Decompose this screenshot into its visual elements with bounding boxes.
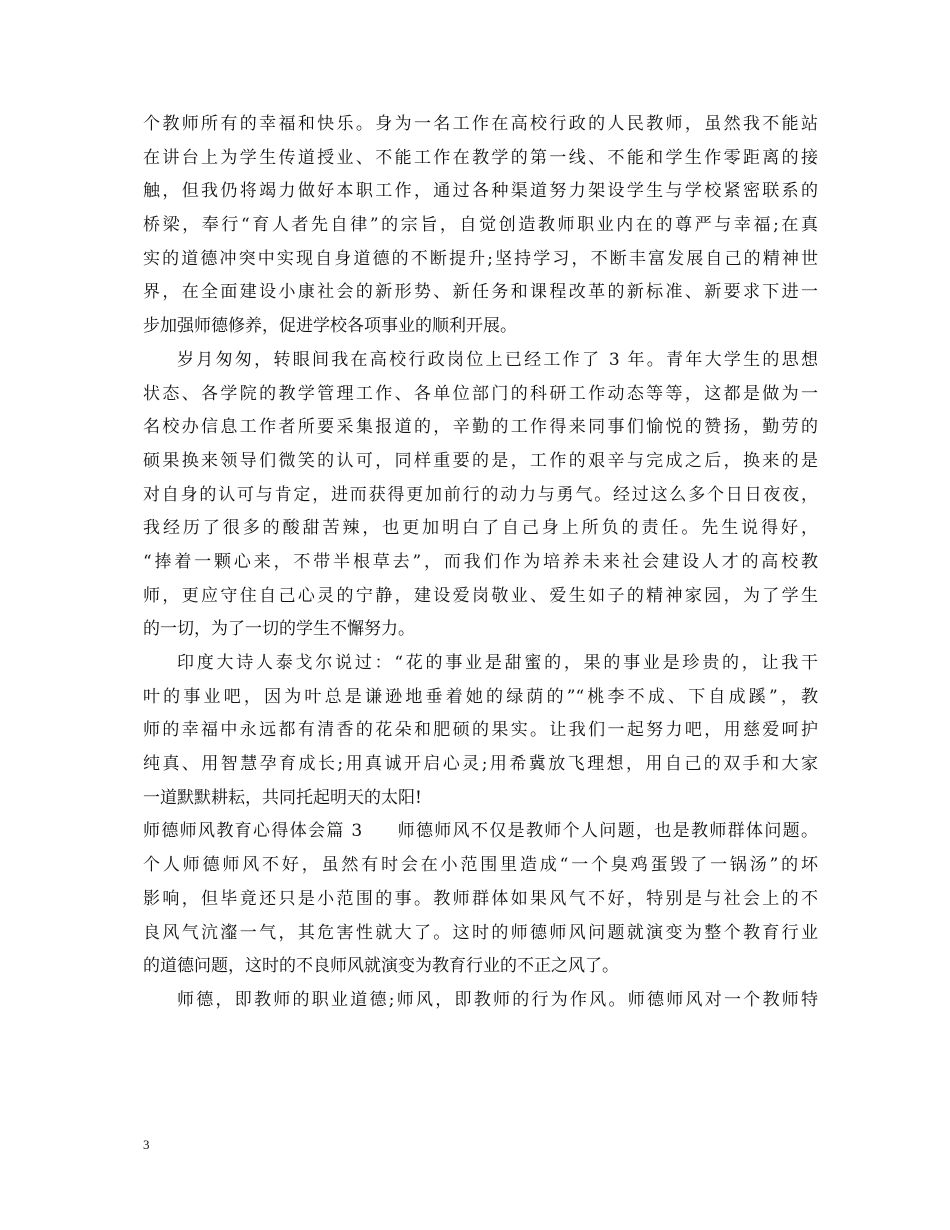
text-line: 步加强师德修养，促进学校各项事业的顺利开展。 <box>143 316 517 337</box>
text-line: 印度大诗人泰戈尔说过：“花的事业是甜蜜的，果的事业是珍贵的，让我干 <box>177 653 818 673</box>
text-line: 我经历了很多的酸甜苦辣，也更加明白了自己身上所负的责任。先生说得好， <box>143 518 818 539</box>
text-line: 桥梁，奉行“育人者先自律”的宗旨，自觉创造教师职业内在的尊严与幸福;在真 <box>143 215 818 236</box>
section-heading-line <box>143 815 818 849</box>
text-line: 师的幸福中永远都有清香的花朵和肥硕的果实。让我们一起努力吧，用慈爱呵护 <box>143 720 818 741</box>
text-line: 岁月匆匆，转眼间我在高校行政岗位上已经工作了 3 年。青年大学生的思想 <box>177 349 818 370</box>
text-line: 的道德问题，这时的不良师风就演变为教育行业的不正之风了。 <box>143 956 619 977</box>
text-line: 状态、各学院的教学管理工作、各单位部门的科研工作动态等等，这都是做为一 <box>143 383 818 404</box>
text-line: 个教师所有的幸福和快乐。身为一名工作在高校行政的人民教师，虽然我不能站 <box>143 114 818 134</box>
text-line: 一道默默耕耘，共同托起明天的太阳! <box>143 787 422 808</box>
section-heading-text: 师德师风不仅是教师个人问题，也是教师群体问题。 <box>396 821 818 842</box>
text-line: 个人师德师风不好，虽然有时会在小范围里造成“一个臭鸡蛋毁了一锅汤”的坏 <box>143 855 818 876</box>
text-line: 叶的事业吧，因为叶总是谦逊地垂着她的绿荫的”“桃李不成、下自成蹊”，教 <box>143 686 818 707</box>
text-line: 师，更应守住自己心灵的宁静，建设爱岗敬业、爱生如子的精神家园，为了学生 <box>143 585 818 606</box>
text-line: 界，在全面建设小康社会的新形势、新任务和课程改革的新标准、新要求下进一 <box>143 282 818 303</box>
text-line: 的一切，为了一切的学生不懈努力。 <box>143 619 415 640</box>
text-line: 纯真、用智慧孕育成长;用真诚开启心灵;用希冀放飞理想，用自己的双手和大家 <box>143 754 818 775</box>
page-number: 3 <box>143 1137 150 1152</box>
text-line: “捧着一颗心来，不带半根草去”，而我们作为培养未来社会建设人才的高校教 <box>143 551 818 572</box>
text-line: 在讲台上为学生传道授业、不能工作在教学的第一线、不能和学生作零距离的接 <box>143 147 818 168</box>
text-line: 影响，但毕竟还只是小范围的事。教师群体如果风气不好，特别是与社会上的不 <box>143 888 818 909</box>
text-line: 实的道德冲突中实现自身道德的不断提升;坚持学习，不断丰富发展自己的精神世 <box>143 248 818 269</box>
text-line: 触，但我仍将竭力做好本职工作，通过各种渠道努力架设学生与学校紧密联系的 <box>143 181 818 202</box>
text-line: 对自身的认可与肯定，进而获得更加前行的动力与勇气。经过这么多个日日夜夜， <box>143 484 818 505</box>
text-line: 良风气沆瀣一气，其危害性就大了。这时的师德师风问题就演变为整个教育行业 <box>143 922 818 943</box>
document-body <box>143 108 818 1018</box>
text-line: 名校办信息工作者所要采集报道的，辛勤的工作得来同事们愉悦的赞扬，勤劳的 <box>143 417 818 438</box>
text-line: 师德，即教师的职业道德;师风，即教师的行为作风。师德师风对一个教师特 <box>177 989 818 1010</box>
section-heading: 师德师风教育心得体会篇 3 <box>143 821 363 842</box>
text-line: 硕果换来领导们微笑的认可，同样重要的是，工作的艰辛与完成之后，换来的是 <box>143 450 818 471</box>
